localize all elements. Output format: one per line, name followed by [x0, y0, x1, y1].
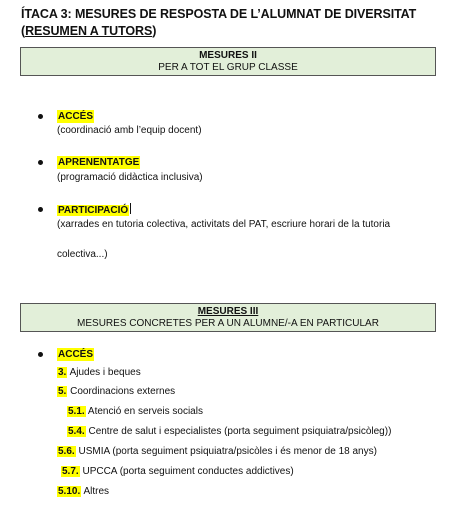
bullet-icon: [38, 114, 43, 119]
sub-item: 5. Coordinacions externes: [58, 386, 176, 397]
section-2-subtitle: PER A TOT EL GRUP CLASSE: [158, 62, 298, 73]
item-description: (programació didàctica inclusiva): [57, 172, 203, 183]
sub-item: 5.6. USMIA (porta seguiment psiquiatra/psicòles i és menor de 18 anys): [58, 446, 377, 457]
section-3-title: MESURES III: [197, 306, 259, 317]
sub-item: 5.4. Centre de salut i especialistes (porta seguiment psiquiatra/psicòleg)): [68, 426, 392, 437]
sub-item: 5.7. UPCCA (porta seguiment conductes addictives): [62, 466, 294, 477]
section-3-subtitle: MESURES CONCRETES PER A UN ALUMNE/-A EN PARTICULAR: [77, 318, 379, 329]
bullet-icon: [38, 352, 43, 357]
item-heading: APRENENTATGE: [58, 157, 140, 168]
document-title: [21, 6, 451, 40]
text-cursor: [130, 203, 131, 214]
title-underlined-text: RESUMEN A TUTORS: [25, 24, 153, 38]
section-2-title: MESURES II: [199, 50, 257, 61]
item-description: (coordinació amb l’equip docent): [57, 125, 202, 136]
sub-item: 3. Ajudes i beques: [58, 367, 141, 378]
item-description-line-1: (xarrades en tutoria colectiva, activitats del PAT, escriure horari de la tutoria: [57, 219, 391, 230]
item-heading: ACCÉS: [58, 111, 94, 122]
section-3-header-box: [20, 303, 436, 332]
item-description-line-2: colectiva...): [57, 249, 108, 260]
item-heading: PARTICIPACIÓ: [58, 205, 129, 216]
bullet-icon: [38, 160, 43, 165]
sub-item: 5.10. Altres: [58, 486, 110, 497]
sub-item: 5.1. Atenció en serveis socials: [68, 406, 203, 417]
section-2-header-box: [20, 47, 436, 76]
bullet-icon: [38, 207, 43, 212]
item-heading-wrap: [57, 203, 131, 217]
title-line-2: (RESUMEN A TUTORS): [21, 24, 157, 38]
title-line-1: ÍTACA 3: MESURES DE RESPOSTA DE L’ALUMNAT DE DIVERSITAT: [21, 7, 417, 21]
item-heading: ACCÉS: [58, 349, 94, 360]
